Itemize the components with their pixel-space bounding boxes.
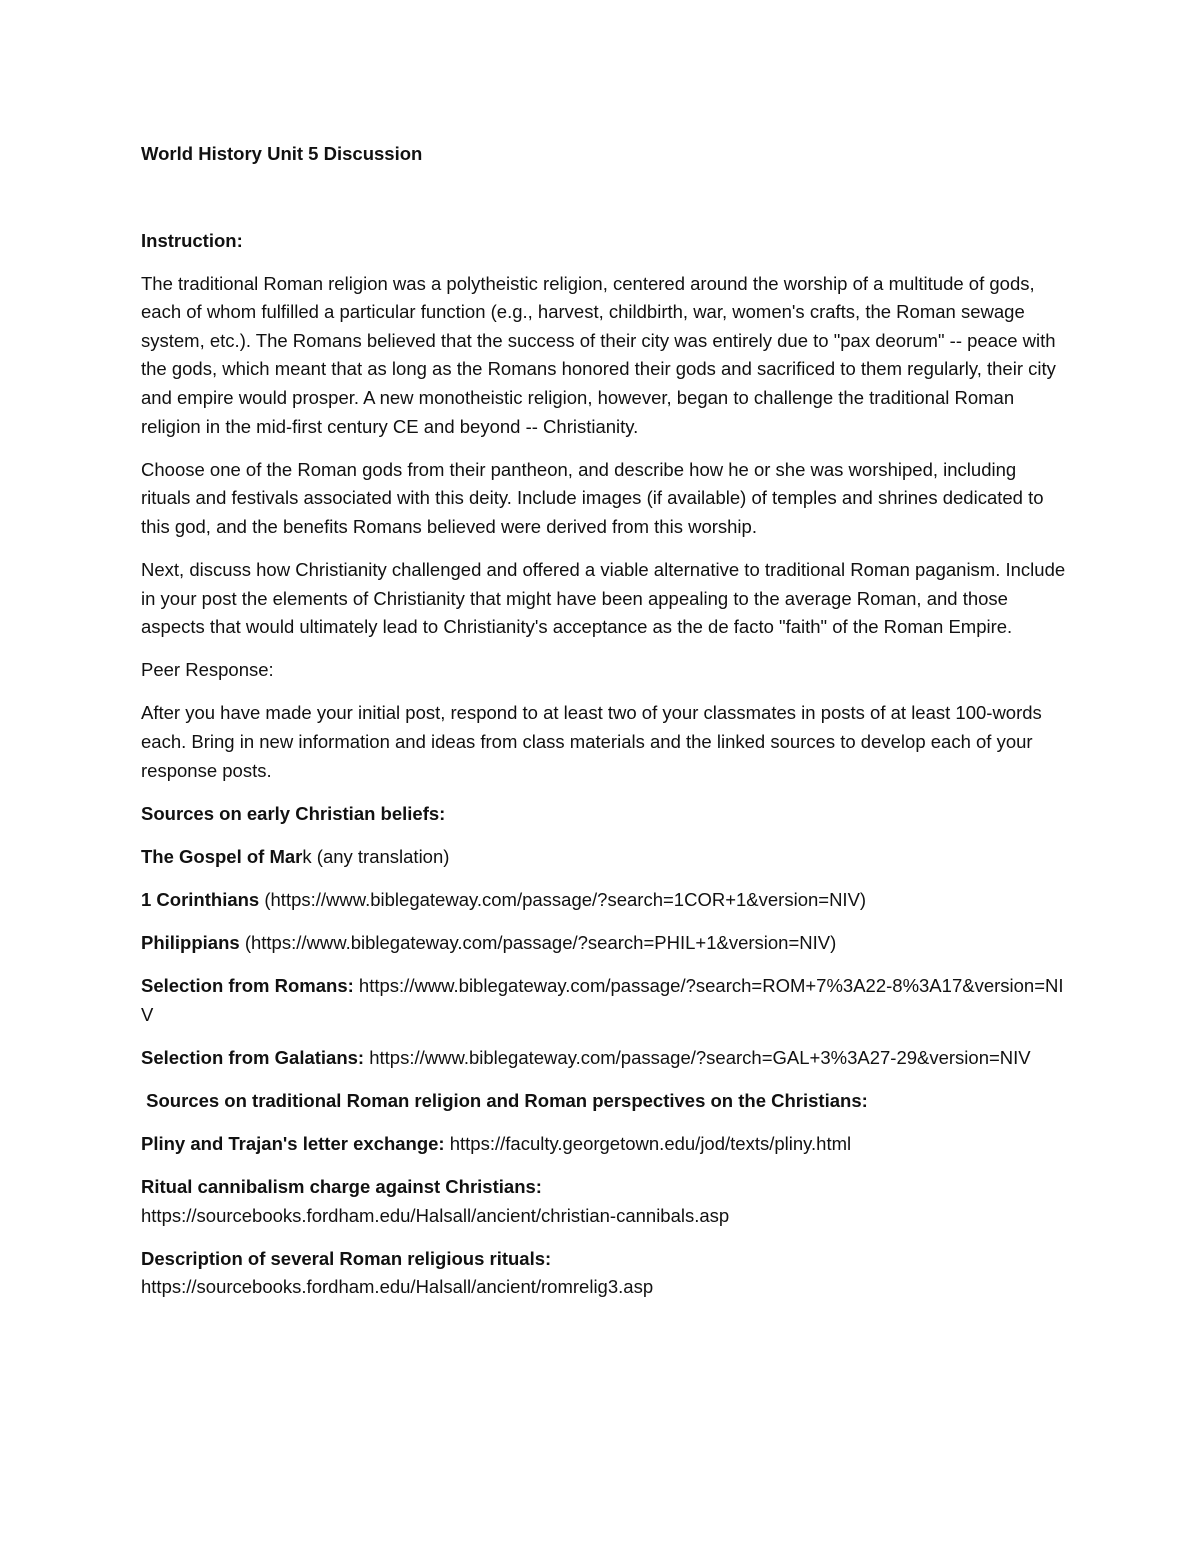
source-pliny-trajan	[141, 1130, 1066, 1159]
source-gospel-mark	[141, 843, 1066, 872]
source-text: (any translation)	[311, 845, 450, 867]
source-link[interactable]: (https://www.biblegateway.com/passage/?search=PHIL+1&version=NIV)	[239, 931, 837, 953]
source-link[interactable]: https://www.biblegateway.com/passage/?search=GAL+3%3A27-29&version=NIV	[364, 1046, 1031, 1068]
peer-response-label: Peer Response:	[141, 659, 274, 681]
source-link[interactable]: (https://www.biblegateway.com/passage/?search=1COR+1&version=NIV)	[259, 888, 867, 910]
source-label: Selection from Romans:	[141, 975, 354, 997]
source-ritual-cannibalism	[141, 1173, 1066, 1230]
source-label: Description of several Roman religious rituals:	[141, 1247, 552, 1269]
source-romans	[141, 972, 1066, 1029]
source-label: 1 Corinthians	[141, 888, 260, 910]
source-label-suffix: k	[302, 845, 312, 867]
peer-response-paragraph: After you have made your initial post, respond to at least two of your classmates in posts of at least 100-words each. Bring in new information and ideas from class materials and the linked sources to develop each of your response posts.	[141, 702, 1042, 781]
source-label: Pliny and Trajan's letter exchange:	[141, 1132, 445, 1154]
roman-sources-heading: Sources on traditional Roman religion and Roman perspectives on the Christians:	[141, 1089, 868, 1111]
source-1-corinthians	[141, 886, 1066, 915]
instruction-paragraph-3: Next, discuss how Christianity challenged and offered a viable alternative to traditional Roman paganism. Include in your post the elements of Christianity that might have been appealing to the average Roman, and those aspects that would ultimately lead to Christianity's acceptance as the de facto "faith" of the Roman Empire.	[141, 559, 1066, 638]
document-title: World History Unit 5 Discussion	[141, 143, 423, 164]
source-label: Ritual cannibalism charge against Christians:	[141, 1176, 542, 1198]
source-link[interactable]: https://sourcebooks.fordham.edu/Halsall/ancient/christian-cannibals.asp	[141, 1204, 730, 1226]
christian-sources-heading: Sources on early Christian beliefs:	[141, 802, 446, 824]
source-link[interactable]: https://faculty.georgetown.edu/jod/texts/pliny.html	[444, 1132, 852, 1154]
source-galatians	[141, 1044, 1066, 1073]
source-label: The Gospel of Mar	[141, 845, 303, 867]
source-label: Selection from Galatians:	[141, 1046, 365, 1068]
source-link[interactable]: https://www.biblegateway.com/passage/?search=ROM+7%3A22-8%3A17&version=NIV	[141, 975, 1064, 1025]
instruction-paragraph-2: Choose one of the Roman gods from their pantheon, and describe how he or she was worshiped, including rituals and festivals associated with this deity. Include images (if available) of temples and shrines dedicated to this god, and the benefits Romans believed were derived from this worship.	[141, 458, 1044, 537]
instruction-paragraph-1: The traditional Roman religion was a polytheistic religion, centered around the worship of a multitude of gods, each of whom fulfilled a particular function (e.g., harvest, childbirth, war, women's crafts, the Roman sewage system, etc.). The Romans believed that the success of their city was entirely due to "pax deorum" -- peace with the gods, which meant that as long as the Romans honored their gods and sacrificed to them regularly, their city and empire would prosper. A new monotheistic religion, however, began to challenge the traditional Roman religion in the mid-first century CE and beyond -- Christianity.	[141, 272, 1056, 437]
instruction-label: Instruction:	[141, 229, 243, 251]
source-roman-rituals	[141, 1245, 1066, 1302]
source-label: Philippians	[141, 931, 240, 953]
document-page	[141, 140, 1066, 1316]
source-philippians	[141, 929, 1066, 958]
source-link[interactable]: https://sourcebooks.fordham.edu/Halsall/ancient/romrelig3.asp	[141, 1276, 654, 1298]
